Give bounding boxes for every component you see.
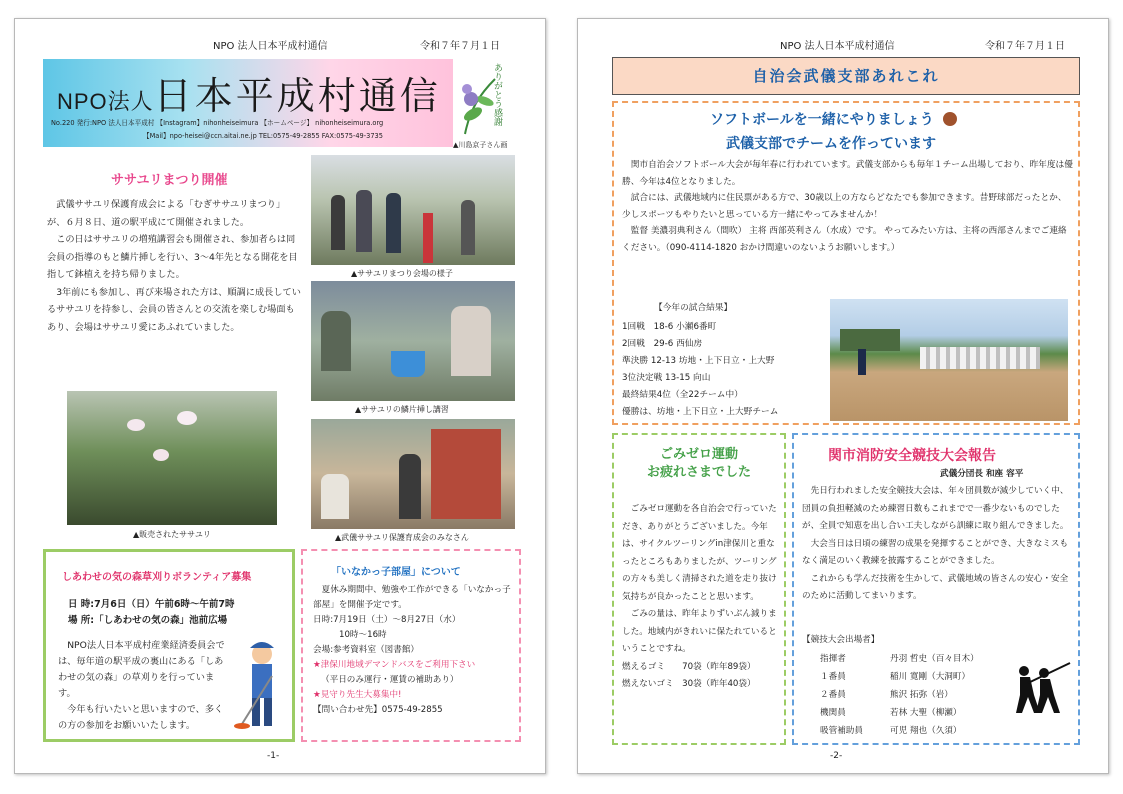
- illustration-text: ありがとう感謝: [492, 63, 502, 126]
- festival-photo: [311, 155, 515, 265]
- fire-paragraph: 先日行われました安全競技大会は、年々団員数が減少していく中、団員の負担軽減のため練習日数もこれまでで一番少ないものでしたが、全員で知恵を出し合い工夫しながら訓練に取り組んできました。: [802, 486, 1069, 531]
- inakakko-contact: 【問い合わせ先】0575-49-2855: [313, 705, 443, 715]
- stands: [840, 329, 900, 351]
- flower-illustration: [455, 59, 517, 139]
- newsletter-page-2: [577, 18, 1109, 774]
- banner-title-npo: NPO法人: [57, 89, 154, 114]
- softball-paragraph: 試合には、武儀地域内に住民票がある方で、30歳以上の方ならどなたでも参加できます。昔野球部だったとか、少しスポーツもやりたいと思っている方一緒にやってみませんか！: [622, 193, 1067, 220]
- banner-info-1: No.220 発行:NPO 法人日本平成村 【Instagram】nihonheiseimura 【ホームページ】 nihonheiseimura.org: [51, 119, 384, 127]
- volunteer-paragraph: NPO法人日本平成村産業経済委員会では、毎年道の駅平成の裏山にある「しあわせの気の森」の草刈りを行っています。: [58, 640, 225, 699]
- header-date: 令和７年７月１日: [985, 41, 1065, 52]
- fire-paragraph: 大会当日は日頃の練習の成果を発揮することができ、大きなミスもなく満足のいく教練を披露することができました。: [802, 538, 1069, 566]
- sasayuri-paragraph: 3年前にも参加し、再び来場された方は、順調に成長しているササユリを持参し、会員の皆さんとの交流を楽しむ場面もあり、会場はササユリ愛にあふれていました。: [47, 286, 301, 333]
- gomi-title-1: ごみゼロ運動: [659, 447, 738, 462]
- softball-title-1: [710, 109, 957, 129]
- result-item: 最終結果4位（全22チーム中）: [622, 390, 743, 400]
- person-silhouette: [461, 200, 475, 255]
- result-item: 1回戦 18-6 小瀬6番町: [622, 322, 717, 332]
- inakakko-venue: 会場:参考資料室（図書館）: [313, 645, 420, 655]
- photo-caption: ▲武儀ササユリ保護育成会のみなさん: [335, 533, 469, 542]
- umpire: [858, 349, 866, 375]
- gomi-burnable: 燃えるゴミ 70袋（昨年89袋）: [622, 661, 756, 672]
- results-title: 【今年の試合結果】: [654, 303, 733, 313]
- lily-flower: [153, 449, 169, 461]
- member-role: ２番員: [820, 690, 846, 700]
- inakakko-box: [301, 549, 521, 742]
- member-row: [820, 686, 1020, 704]
- banner-title-main: 日本平成村通信: [153, 76, 441, 118]
- volunteer-title: しあわせの気の森草刈りボランティア募集: [62, 572, 252, 583]
- softball-title-text: ソフトボールを一緒にやりましょう: [710, 112, 934, 128]
- firefighter-silhouette-icon: [1002, 661, 1072, 717]
- title-banner: [43, 59, 453, 147]
- photo-caption: ▲ササユリの鱗片挿し講習: [355, 405, 449, 414]
- poster-board: [431, 429, 501, 519]
- photo-caption: ▲販売されたササユリ: [133, 530, 211, 539]
- result-item: 2回戦 29-6 西仙房: [622, 339, 703, 349]
- gomi-paragraph: ごみの量は、昨年よりずいぶん減りました。地域内がきれいに保たれているということですね。: [622, 609, 777, 654]
- gomi-nonburnable: 燃えないゴミ 30袋（昨年40袋）: [622, 679, 756, 689]
- workshop-photo: [311, 281, 515, 401]
- member-row: [820, 704, 1020, 722]
- gomi-box: [612, 433, 786, 745]
- page-number: -2-: [830, 751, 843, 761]
- member-role: 吸管補助員: [820, 726, 863, 736]
- result-item: 3位決定戦 13-15 向山: [622, 373, 711, 383]
- photo-caption: ▲ササユリまつり会場の様子: [351, 269, 453, 278]
- banner-title: [57, 65, 441, 120]
- member-name: 可児 翔也（久須）: [890, 726, 962, 736]
- sasayuri-paragraph: 武儀ササユリ保護育成会による「むぎササユリまつり」が、６月８日、道の駅平成にて開催されました。: [47, 199, 286, 228]
- members-list: [820, 650, 1020, 740]
- association-photo: [311, 419, 515, 529]
- volunteer-paragraph: 今年も行いたいと思いますので、多くの方の参加をお願いいたします。: [58, 704, 224, 731]
- banner-info-2: 【Mail】npo-heisei@ccn.aitai.ne.jp TEL:0575-49-2855 FAX:0575-49-3735: [143, 132, 383, 140]
- member-name: 若林 大聖（柳瀬）: [890, 708, 962, 718]
- member-name: 丹羽 哲史（百々目木）: [890, 654, 979, 664]
- member-role: １番員: [820, 672, 846, 682]
- softball-team-photo: [830, 299, 1068, 421]
- gomi-paragraph: ごみゼロ運動を各自治会で行っていただき、ありがとうございました。今年は、サイクルツーリングin津保川と重なったところもありましたが、ツーリングの方々も美しく清掃された道を走り抜け気持ちが良かったことと思います。: [622, 504, 777, 602]
- person-silhouette: [386, 193, 401, 253]
- blue-bucket: [391, 351, 425, 377]
- inakakko-hours: 10時～16時: [339, 630, 387, 640]
- results-list: [622, 319, 842, 421]
- person-silhouette: [356, 190, 372, 252]
- section-title: 自治会武儀支部あれこれ: [612, 57, 1080, 95]
- inakakko-intro: 夏休み期間中、勉強や工作ができる「いなかっ子部屋」を開催予定です。: [313, 585, 511, 610]
- softball-box: [612, 101, 1080, 425]
- page-number: -1-: [267, 751, 280, 761]
- volunteer-datetime: 日 時:7月6日（日）午前6時～午前7時: [68, 599, 235, 610]
- member-role: 指揮者: [820, 654, 846, 664]
- person-silhouette: [451, 306, 491, 376]
- fire-box: [792, 433, 1080, 745]
- lily-flower: [127, 419, 145, 431]
- gomi-body: [622, 501, 780, 694]
- member-name: 稲川 寛剛（大洞町）: [890, 672, 971, 682]
- result-item: 優勝は、坊地・上下日立・上大野チーム: [622, 407, 779, 417]
- softball-paragraph: 監督 美濃羽典利さん（間吹） 主将 西部英利さん（水成）です。 やってみたい方は、主将の西部さんまでご連絡ください。（090-4114-1820 おかけ間違いのないようお願いします。）: [622, 226, 1067, 253]
- fire-body: [802, 483, 1074, 606]
- banner-flag: [423, 213, 433, 263]
- members-title: 【競技大会出場者】: [802, 635, 880, 645]
- newsletter-page-1: [14, 18, 546, 774]
- member-role: 機関員: [820, 708, 846, 718]
- fire-author: 武儀分団長 和座 容平: [940, 469, 1024, 479]
- players-row: [920, 347, 1040, 369]
- member-row: [820, 668, 1020, 686]
- inakakko-title: 「いなかっ子部屋」について: [331, 567, 461, 578]
- result-item: 準決勝 12-13 坊地・上下日立・上大野: [622, 356, 775, 366]
- volunteer-place: 場 所:「しあわせの気の森」池前広場: [68, 615, 228, 626]
- inakakko-dates: 日時:7月19日（土）～8月27日（水）: [313, 615, 461, 625]
- lily-photo: [67, 391, 277, 525]
- mower-worker-illustration: [232, 636, 288, 736]
- person-silhouette: [321, 474, 349, 519]
- sasayuri-title: ササユリまつり開催: [111, 173, 228, 188]
- person-silhouette: [399, 454, 421, 519]
- header-org: NPO 法人日本平成村通信: [780, 41, 895, 52]
- inakakko-body: [313, 583, 513, 718]
- member-row: [820, 650, 1020, 668]
- softball-paragraph: 関市自治会ソフトボール大会が毎年春に行われています。武儀支部からも毎年１チーム出場しており、昨年度は優勝、今年は4位となりました。: [622, 160, 1073, 187]
- header-date: 令和７年７月１日: [420, 41, 500, 52]
- member-name: 熊沢 拓弥（岩）: [890, 690, 953, 700]
- inakakko-teacher: ★見守り先生大募集中!: [313, 690, 402, 700]
- fire-title: 関市消防安全競技大会報告: [828, 448, 996, 464]
- member-row: [820, 722, 1020, 740]
- person-silhouette: [321, 311, 351, 371]
- illustration-caption: ▲川島京子さん画: [453, 141, 508, 149]
- sasayuri-body: [47, 196, 301, 336]
- inakakko-bus: ★津保川地域デマンドバスをご利用下さい: [313, 660, 476, 670]
- softball-body: [622, 157, 1074, 256]
- sasayuri-paragraph: この日はササユリの増殖講習会も開催され、参加者らは同会員の指導のもと鱗片挿しを行い、3～4年先となる開花を目指して鉢植えを持ち帰りました。: [47, 234, 298, 280]
- softball-title-2: 武儀支部でチームを作っています: [726, 136, 936, 152]
- fire-paragraph: これからも学んだ技術を生かして、武儀地域の皆さんの安心・安全のために活動してまいります。: [802, 573, 1069, 601]
- gomi-title-2: お疲れさまでした: [646, 465, 751, 480]
- volunteer-body: [58, 638, 226, 734]
- volunteer-box: [43, 549, 295, 742]
- inakakko-bus-note: （平日のみ運行・運賃の補助あり）: [321, 675, 459, 685]
- person-silhouette: [331, 195, 345, 250]
- lily-flower: [177, 411, 197, 425]
- header-org: NPO 法人日本平成村通信: [213, 41, 328, 52]
- softball-icon: [943, 112, 957, 126]
